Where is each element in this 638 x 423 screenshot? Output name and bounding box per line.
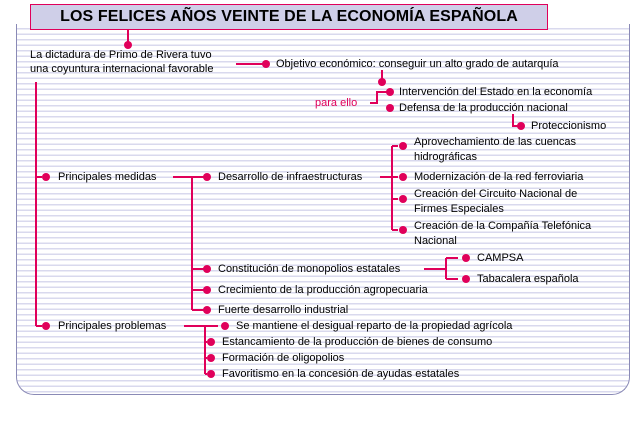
- node-dot-objective: [262, 60, 270, 68]
- node-dot-infra-item2: [399, 173, 407, 181]
- node-dot-infra-item3: [399, 195, 407, 203]
- defense-text: Defensa de la producción nacional: [399, 102, 568, 114]
- problems-label: Principales problemas: [58, 320, 167, 332]
- monopoly-item-2: Tabacalera española: [477, 273, 579, 285]
- node-dot-objective-down: [378, 78, 386, 86]
- node-dot-infra-item1: [399, 142, 407, 150]
- node-dot-title: [124, 41, 132, 49]
- infra-item-4-line2: Nacional: [414, 235, 457, 247]
- node-dot-protectionism: [517, 122, 525, 130]
- problem-1: Se mantiene el desigual reparto de la propiedad agrícola: [236, 320, 513, 332]
- intervention-text: Intervención del Estado en la economía: [399, 86, 593, 98]
- node-dot-monopolies: [203, 265, 211, 273]
- node-dot-monopoly-item1: [462, 254, 470, 262]
- node-dot-measures: [42, 173, 50, 181]
- problem-4: Favoritismo en la concesión de ayudas estatales: [222, 368, 460, 380]
- infra-item-4-line1: Creación de la Compañía Telefónica: [414, 220, 592, 232]
- problem-2: Estancamiento de la producción de bienes de consumo: [222, 336, 493, 348]
- intro-line-1: La dictadura de Primo de Rivera tuvo: [30, 49, 212, 61]
- objective-text: Objetivo económico: conseguir un alto grado de autarquía: [276, 58, 559, 70]
- infra-item-1-line2: hidrográficas: [414, 151, 477, 163]
- node-dot-problems: [42, 322, 50, 330]
- node-dot-intervention: [386, 88, 394, 96]
- infrastructure-text: Desarrollo de infraestructuras: [218, 171, 363, 183]
- diagram-title: LOS FELICES AÑOS VEINTE DE LA ECONOMÍA ESPAÑOLA: [30, 4, 548, 30]
- node-dot-agro: [203, 286, 211, 294]
- node-dot-problem3: [207, 354, 215, 362]
- problem-3: Formación de oligopolios: [222, 352, 345, 364]
- infra-item-2: Modernización de la red ferroviaria: [414, 171, 584, 183]
- agro-text: Crecimiento de la producción agropecuaria: [218, 284, 428, 296]
- para-ello-label: para ello: [315, 97, 358, 109]
- node-dot-problem1: [221, 322, 229, 330]
- node-dot-infra-item4: [399, 226, 407, 234]
- intro-line-2: una coyuntura internacional favorable: [30, 63, 214, 75]
- node-dot-infra: [203, 173, 211, 181]
- node-dot-defense: [386, 104, 394, 112]
- node-dot-problem2: [207, 338, 215, 346]
- industry-text: Fuerte desarrollo industrial: [218, 304, 349, 316]
- infra-item-3-line2: Firmes Especiales: [414, 203, 504, 215]
- monopolies-text: Constitución de monopolios estatales: [218, 263, 401, 275]
- node-dot-problem4: [207, 370, 215, 378]
- protectionism-text: Proteccionismo: [531, 120, 607, 132]
- monopoly-item-1: CAMPSA: [477, 252, 524, 264]
- infra-item-3-line1: Creación del Circuito Nacional de: [414, 188, 578, 200]
- node-dot-industry: [203, 306, 211, 314]
- infra-item-1-line1: Aprovechamiento de las cuencas: [414, 136, 577, 148]
- measures-label: Principales medidas: [58, 171, 157, 183]
- node-dot-monopoly-item2: [462, 275, 470, 283]
